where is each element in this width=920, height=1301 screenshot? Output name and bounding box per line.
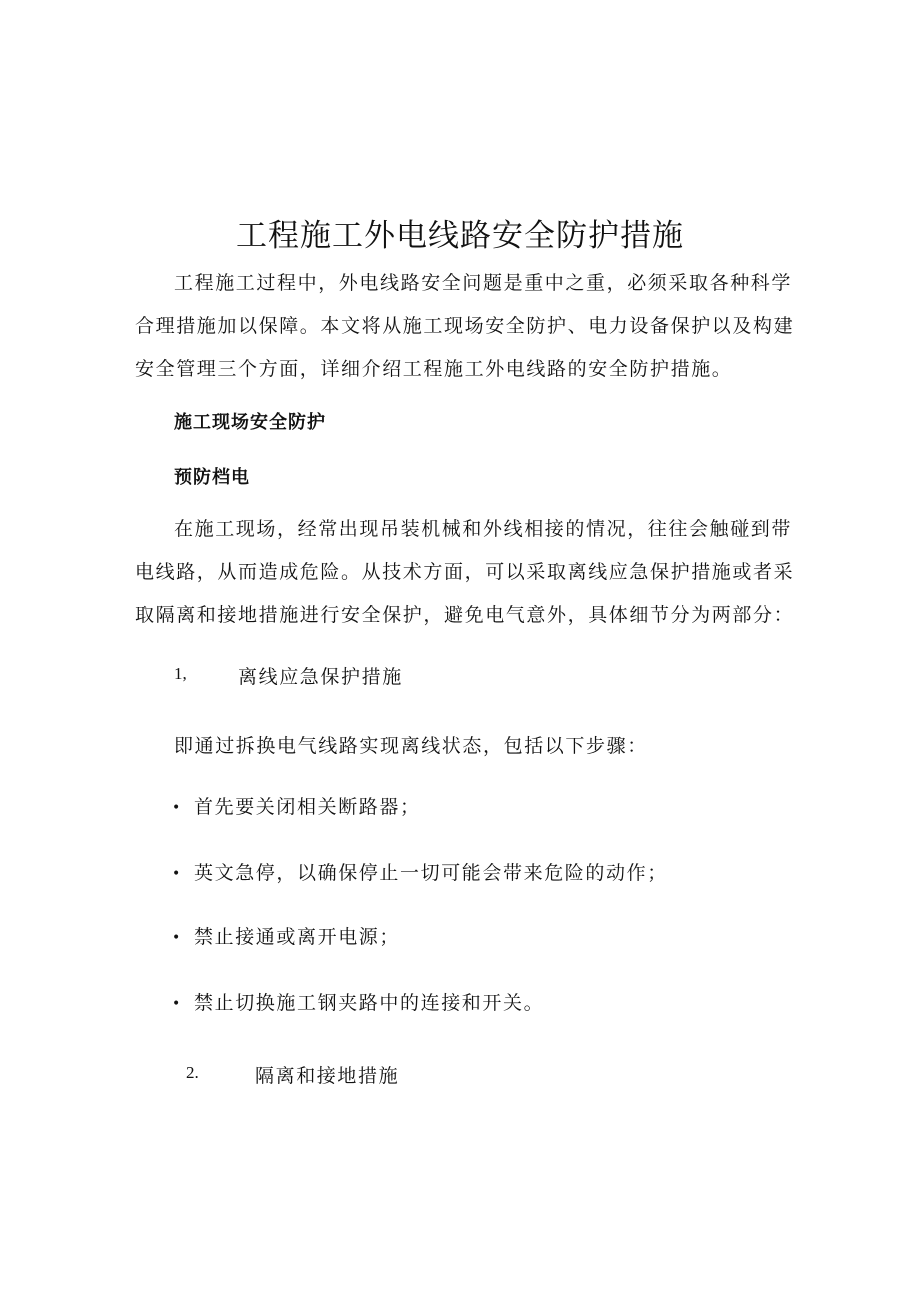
item-2-title: 隔离和接地措施 [255, 1065, 400, 1087]
bullet-icon: • [172, 930, 182, 946]
bullet-icon: • [172, 866, 182, 882]
list-item-text: 禁止接通或离开电源； [194, 926, 401, 948]
list-item-text: 首先要关闭相关断路器； [194, 796, 421, 818]
intro-paragraph: 工程施工过程中，外电线路安全问题是重中之重，必须采取各种科学合理措施加以保障。本文将从施工现场安全防护、电力设备保护以及构建安全管理三个方面，详细介绍工程施工外电线路的安全防护措施。 [135, 272, 795, 380]
bullet-icon: • [172, 996, 182, 1012]
steps-intro: 即通过拆换电气线路实现离线状态，包括以下步骤： [174, 735, 648, 757]
list-item [172, 858, 668, 885]
body-paragraph: 在施工现场，经常出现吊装机械和外线相接的情况，往往会触碰到带电线路，从而造成危险。从技术方面，可以采取离线应急保护措施或者采取隔离和接地措施进行安全保护，避免电气意外，具体细节分为两部分： [135, 518, 795, 626]
list-item [172, 988, 544, 1015]
item-2-number: 2. [186, 1063, 199, 1082]
subsection-heading: 预防档电 [174, 467, 250, 488]
section-heading: 施工现场安全防护 [174, 412, 326, 433]
document-title: 工程施工外电线路安全防护措施 [236, 218, 684, 254]
item-1-title: 离线应急保护措施 [238, 666, 403, 688]
item-1-number: 1, [174, 664, 187, 683]
list-item-text: 禁止切换施工钢夹路中的连接和开关。 [194, 992, 545, 1014]
list-item-text: 英文急停，以确保停止一切可能会带来危险的动作； [194, 862, 668, 884]
list-item [172, 792, 421, 819]
bullet-icon: • [172, 800, 182, 816]
list-item [172, 922, 400, 949]
